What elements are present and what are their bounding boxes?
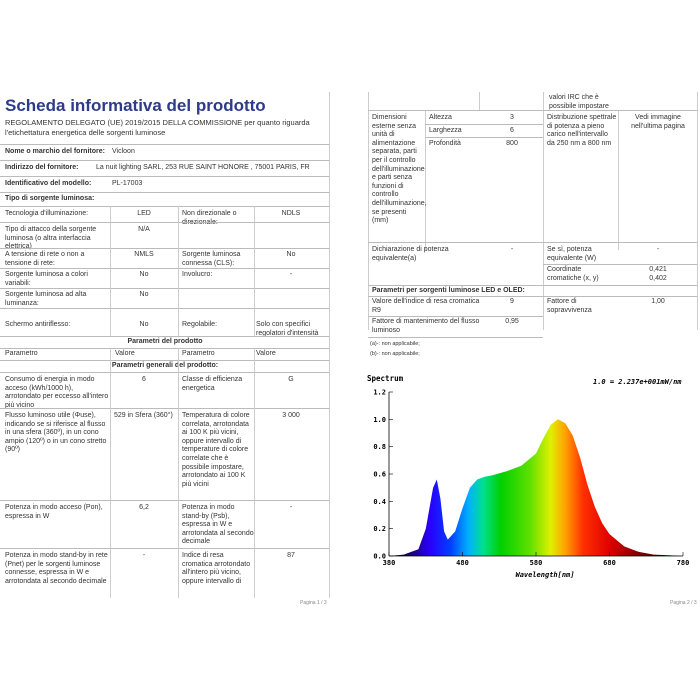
divider bbox=[254, 206, 255, 336]
x-axis-label: Wavelength[nm] bbox=[515, 571, 575, 579]
spectrum-chart bbox=[365, 372, 697, 580]
consumption-value: 6 bbox=[142, 376, 146, 383]
model-row bbox=[0, 176, 330, 192]
colour-label: Sorgente luminosa a colori variabili: bbox=[5, 271, 88, 287]
address-row bbox=[0, 160, 330, 176]
onpower-value: 6,2 bbox=[139, 504, 149, 511]
y-tick-label: 1.2 bbox=[373, 388, 386, 397]
class-label: Classe di efficienza energetica bbox=[182, 376, 243, 392]
divider bbox=[543, 264, 697, 265]
dir-value: NDLS bbox=[281, 210, 301, 217]
tech-label: Tecnologia d'illuminazione: bbox=[5, 210, 89, 217]
divider bbox=[110, 348, 111, 598]
envelope-label: Involucro: bbox=[182, 271, 213, 278]
connected-label: Sorgente luminosa connessa (CLS): bbox=[182, 251, 241, 267]
regulation-subtitle: REGOLAMENTO DELEGATO (UE) 2019/2015 DELLA COMMISSIONE per quanto riguarda l'etichettatura energetica delle sorgenti luminose bbox=[5, 118, 310, 137]
envelope-value: - bbox=[289, 271, 293, 278]
x-tick-label: 380 bbox=[382, 559, 396, 567]
x-tick-label: 480 bbox=[456, 559, 469, 567]
survival-value: 1,00 bbox=[651, 298, 665, 305]
page-title: Scheda informativa del prodotto bbox=[5, 96, 266, 115]
chart-annotation: 1.0 = 2.237e+001mW/nm bbox=[593, 378, 682, 386]
equiv-label: Dichiarazione di potenza equivalente(a) bbox=[372, 246, 449, 262]
depth-value: 800 bbox=[506, 140, 518, 147]
divider bbox=[543, 92, 544, 330]
colour-row bbox=[0, 268, 330, 288]
page-1 bbox=[0, 92, 333, 612]
source-type-row bbox=[0, 192, 330, 206]
equiv-w-value: - bbox=[656, 246, 660, 253]
divider bbox=[329, 92, 330, 598]
dir-label: Non direzionale o direzionale: bbox=[182, 210, 237, 226]
standby-value: - bbox=[289, 504, 293, 511]
highlum-row bbox=[0, 288, 330, 308]
width-label: Larghezza bbox=[429, 127, 462, 134]
divider bbox=[368, 316, 543, 317]
page-2 bbox=[363, 92, 700, 612]
address-value: La nuit lighting SARL, 253 RUE SAINT HONORE , 75001 PARIS, FR bbox=[96, 164, 310, 171]
x-tick-label: 680 bbox=[603, 559, 616, 567]
supplier-row bbox=[0, 144, 330, 160]
y-tick-label: 1.0 bbox=[373, 415, 386, 424]
dims-label: Dimensioni esterne senza unità di alimentazione separata, parti per il controllo dell'illuminazione e parti senza funzioni di controllo dell'illuminazione, se presenti (mm) bbox=[372, 114, 427, 225]
chroma-x: 0,421 bbox=[649, 266, 667, 273]
col-value-2: Valore bbox=[256, 350, 276, 357]
params-heading-row bbox=[0, 336, 330, 348]
footnote-a: (a)-: non applicabile; bbox=[370, 341, 420, 347]
survival-label: Fattore di sopravvivenza bbox=[547, 298, 592, 314]
networked-value: - bbox=[142, 552, 146, 559]
class-value: G bbox=[288, 376, 294, 383]
divider bbox=[178, 206, 179, 336]
divider bbox=[425, 137, 543, 138]
chart-title: Spectrum bbox=[367, 374, 404, 383]
consumption-row bbox=[0, 372, 330, 408]
mains-label: A tensione di rete o non a tensione di rete: bbox=[5, 251, 85, 267]
y-tick-label: 0.2 bbox=[373, 525, 386, 534]
consumption-label: Consumo di energia in modo acceso (kWh/1000 h), arrotondato per eccesso all'intero più vicino bbox=[5, 376, 109, 409]
footnote-b: (b)-: non applicabile; bbox=[370, 351, 420, 357]
r9-label: Valore dell'indice di resa cromatica R9 bbox=[372, 298, 480, 314]
maint-label: Fattore di mantenimento del flusso luminoso bbox=[372, 318, 480, 334]
power-row bbox=[0, 500, 330, 548]
flux-row bbox=[0, 408, 330, 500]
divider bbox=[368, 337, 543, 338]
cap-row bbox=[0, 222, 330, 251]
tech-value: LED bbox=[137, 210, 151, 217]
flux-value: 529 in Sfera (360°) bbox=[114, 412, 173, 419]
networked-label: Potenza in modo stand-by in rete (Pnet) per le sorgenti luminose connesse, espressa in W e arrotondata al secondo decimale bbox=[5, 552, 108, 585]
model-label: Identificativo del modello: bbox=[5, 180, 92, 187]
spd-value: Vedi immagine nell'ultima pagina bbox=[631, 114, 685, 130]
equiv-w-label: Se sì, potenza equivalente (W) bbox=[547, 246, 597, 262]
dimmable-label: Regolabile: bbox=[182, 321, 218, 328]
width-value: 6 bbox=[510, 127, 514, 134]
highlum-label: Sorgente luminosa ad alta luminanza: bbox=[5, 291, 87, 307]
divider bbox=[368, 242, 697, 243]
col-value-1: Valore bbox=[115, 350, 135, 357]
col-param-1: Parametro bbox=[5, 350, 38, 357]
address-label: Indirizzo del fornitore: bbox=[5, 164, 79, 171]
page-number: Pagina 2 / 3 bbox=[670, 600, 697, 606]
params-heading: Parametri del prodotto bbox=[127, 338, 203, 345]
cap-value: N/A bbox=[138, 226, 150, 233]
col-param-2: Parametro bbox=[182, 350, 215, 357]
divider bbox=[479, 92, 480, 110]
standby-label: Potenza in modo stand-by (Psb), espressa in W e arrotondata al secondo decimale bbox=[182, 504, 254, 546]
divider bbox=[368, 285, 697, 286]
colour-value: No bbox=[139, 271, 149, 278]
cct-value: 3 000 bbox=[282, 412, 300, 419]
chroma-label: Coordinate cromatiche (x, y) bbox=[547, 266, 599, 282]
equiv-value: - bbox=[510, 246, 514, 253]
oled-heading: Parametri per sorgenti luminose LED e OLED: bbox=[372, 287, 525, 294]
cap-label: Tipo di attacco della sorgente luminosa (o altra interfaccia elettrica) bbox=[5, 226, 97, 251]
supplier-label: Nome o marchio del fornitore: bbox=[5, 148, 105, 155]
divider bbox=[368, 296, 697, 297]
divider bbox=[697, 92, 698, 330]
x-tick-label: 580 bbox=[529, 559, 543, 567]
general-heading: Parametri generali del prodotto: bbox=[111, 362, 219, 369]
divider bbox=[618, 110, 619, 250]
x-tick-label: 780 bbox=[676, 559, 690, 567]
divider bbox=[425, 124, 543, 125]
y-tick-label: 0.8 bbox=[373, 443, 386, 452]
depth-label: Profondità bbox=[429, 140, 461, 147]
tech-row bbox=[0, 206, 330, 226]
antiglare-value: No bbox=[139, 321, 149, 328]
divider bbox=[178, 348, 179, 598]
divider bbox=[368, 92, 369, 330]
onpower-label: Potenza in modo acceso (Pon), espressa in W bbox=[5, 504, 103, 520]
connected-value: No bbox=[286, 251, 296, 258]
y-tick-label: 0.0 bbox=[373, 552, 386, 561]
general-heading-row bbox=[0, 360, 330, 372]
divider bbox=[254, 348, 255, 598]
highlum-value: No bbox=[139, 291, 149, 298]
column-header-row bbox=[0, 348, 330, 360]
height-label: Altezza bbox=[429, 114, 452, 121]
mains-value: NMLS bbox=[134, 251, 154, 258]
antiglare-row bbox=[0, 308, 330, 336]
chroma-y: 0,402 bbox=[649, 275, 667, 282]
source-type-label: Tipo di sorgente luminosa: bbox=[5, 195, 95, 202]
cri-value: 87 bbox=[287, 552, 295, 559]
cri-label: Indice di resa cromatica arrotondato all'intero più vicino, oppure intervallo di bbox=[182, 552, 251, 585]
cri-continuation: valori IRC che è possibile impostare bbox=[549, 94, 609, 110]
divider bbox=[368, 110, 697, 111]
page-number: Pagina 1 / 3 bbox=[300, 600, 327, 606]
dimmable-value: Solo con specifici regolatori d'intensità bbox=[256, 321, 319, 337]
y-tick-label: 0.4 bbox=[373, 497, 386, 506]
divider bbox=[110, 206, 111, 336]
networked-row bbox=[0, 548, 330, 598]
y-tick-label: 0.6 bbox=[373, 470, 386, 479]
model-value: PL-17003 bbox=[112, 180, 143, 187]
flux-label: Flusso luminoso utile (Φuse), indicando se si riferisce al flusso in una sfera (360º), in un cono ampio (120º) o in un cono stretto (90º) bbox=[5, 412, 107, 454]
divider bbox=[425, 110, 426, 250]
mains-row bbox=[0, 248, 330, 268]
height-value: 3 bbox=[510, 114, 514, 121]
spd-label: Distribuzione spettrale di potenza a pieno carico nell'intervallo da 250 nm a 800 nm bbox=[547, 114, 617, 147]
antiglare-label: Schermo antiriflesso: bbox=[5, 321, 71, 328]
supplier-value: Vicloon bbox=[112, 148, 135, 155]
r9-value: 9 bbox=[510, 298, 514, 305]
maint-value: 0,95 bbox=[505, 318, 519, 325]
cct-label: Temperatura di colore correlata, arrotondata ai 100 K più vicini, oppure intervallo di temperature di colore correlate che è possibile impostare, arrotondato ai 100 K più vicini bbox=[182, 412, 250, 488]
